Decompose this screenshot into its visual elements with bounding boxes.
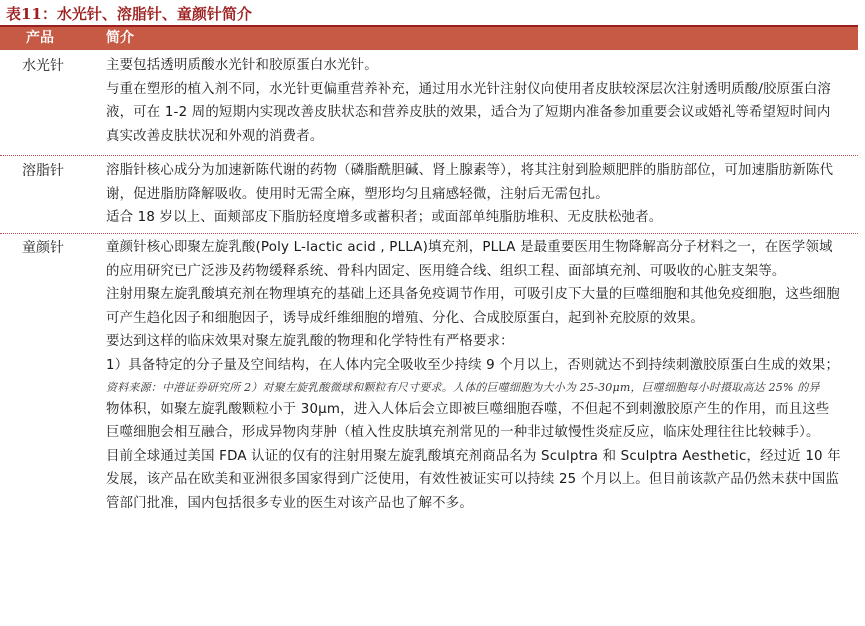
row-separator [0,233,858,234]
row-content-rongzhizhen [106,159,841,230]
paragraph: 主要包括透明质酸水光针和胶原蛋白水光针。 [106,58,378,73]
product-label-rongzhizhen: 溶脂针 [22,163,64,179]
product-label-tongyanzhen: 童颜针 [22,240,64,256]
paragraph: 适合 18 岁以上、面颊部皮下脂肪轻度增多或蓄积者；或面部单纯脂肪堆积、无皮肤松弛者。 [106,210,663,226]
header-product: 产品 [26,30,54,46]
paragraph: 物体积，如聚左旋乳酸颗粒小于 30μm，进入人体后会立即被巨噬细胞吞噬，不但起不到刺激胶原产生的作用，而且这些巨噬细胞会相互融合，形成异物肉芽肿（植入性皮肤填充剂常见的一种非过敏慢性炎症反应，临床处理往往比较棘手）。 [106,401,830,441]
paragraph: 与重在塑形的植入剂不同，水光针更偏重营养补充，通过用水光针注射仪向使用者皮肤较深层次注射透明质酸/胶原蛋白溶液，可在 1-2 周的短期内实现改善皮肤状态和营养皮肤的效果，适合为了短期内准备参加重要会议或婚礼等希望短时间内真实改善皮肤状况和外观的消费者。 [106,81,832,144]
paragraph: 溶脂针核心成分为加速新陈代谢的药物（磷脂酰胆碱、肾上腺素等），将其注射到脸颊肥胖的脂肪部位，可加速脂肪新陈代谢，促进脂肪降解吸收。使用时无需全麻，塑形均匀且痛感轻微，注射后无需包扎。 [106,163,834,202]
paragraph: 童颜针核心即聚左旋乳酸(Poly L-lactic acid , PLLA)填充剂，PLLA 是最重要医用生物降解高分子材料之一，在医学领域的应用研究已广泛涉及药物缓释系统、骨科内固定、医用缝合线、组织工程、面部填充剂、可吸收的心脏支架等。 [106,240,833,279]
row-content-shuiguangzhen [106,54,841,148]
header-intro: 简介 [106,30,134,46]
paragraph: 目前全球通过美国 FDA 认证的仅有的注射用聚左旋乳酸填充剂商品名为 Sculptra 和 Sculptra Aesthetic，经过近 10 年发展，该产品在欧美和亚洲很多国家得到广泛使用，有效性被证实可以持续 25 个月以上。但目前该款产品仍然未获中国监管部门批准，国内包括很多专业的医生对该产品也了解不多。 [106,448,841,511]
table-header [0,27,858,50]
paragraph: 要达到这样的临床效果对聚左旋乳酸的物理和化学特性有严格要求： [106,334,514,350]
product-label-shuiguangzhen: 水光针 [22,58,64,74]
row-content-tongyanzhen [106,236,841,516]
table-title: 表11：水光针、溶脂针、童颜针简介 [6,5,252,23]
paragraph: 1）具备特定的分子量及空间结构，在人体内完全吸收至少持续 9 个月以上，否则就达不到持续刺激胶原蛋白生成的效果； [106,357,840,373]
row-separator [0,155,858,156]
paragraph: 注射用聚左旋乳酸填充剂在物理填充的基础上还具备免疫调节作用，可吸引皮下大量的巨噬细胞和其他免疫细胞，这些细胞可产生趋化因子和细胞因子，诱导成纤维细胞的增殖、分化、合成胶原蛋白，起到补充胶原的效果。 [106,287,840,326]
source-note: 资料来源：中港证券研究所 2）对聚左旋乳酸微球和颗粒有尺寸要求。人体的巨噬细胞为大小为 25-30μm，巨噬细胞每小时摄取高达 25% 的异 [106,380,820,394]
